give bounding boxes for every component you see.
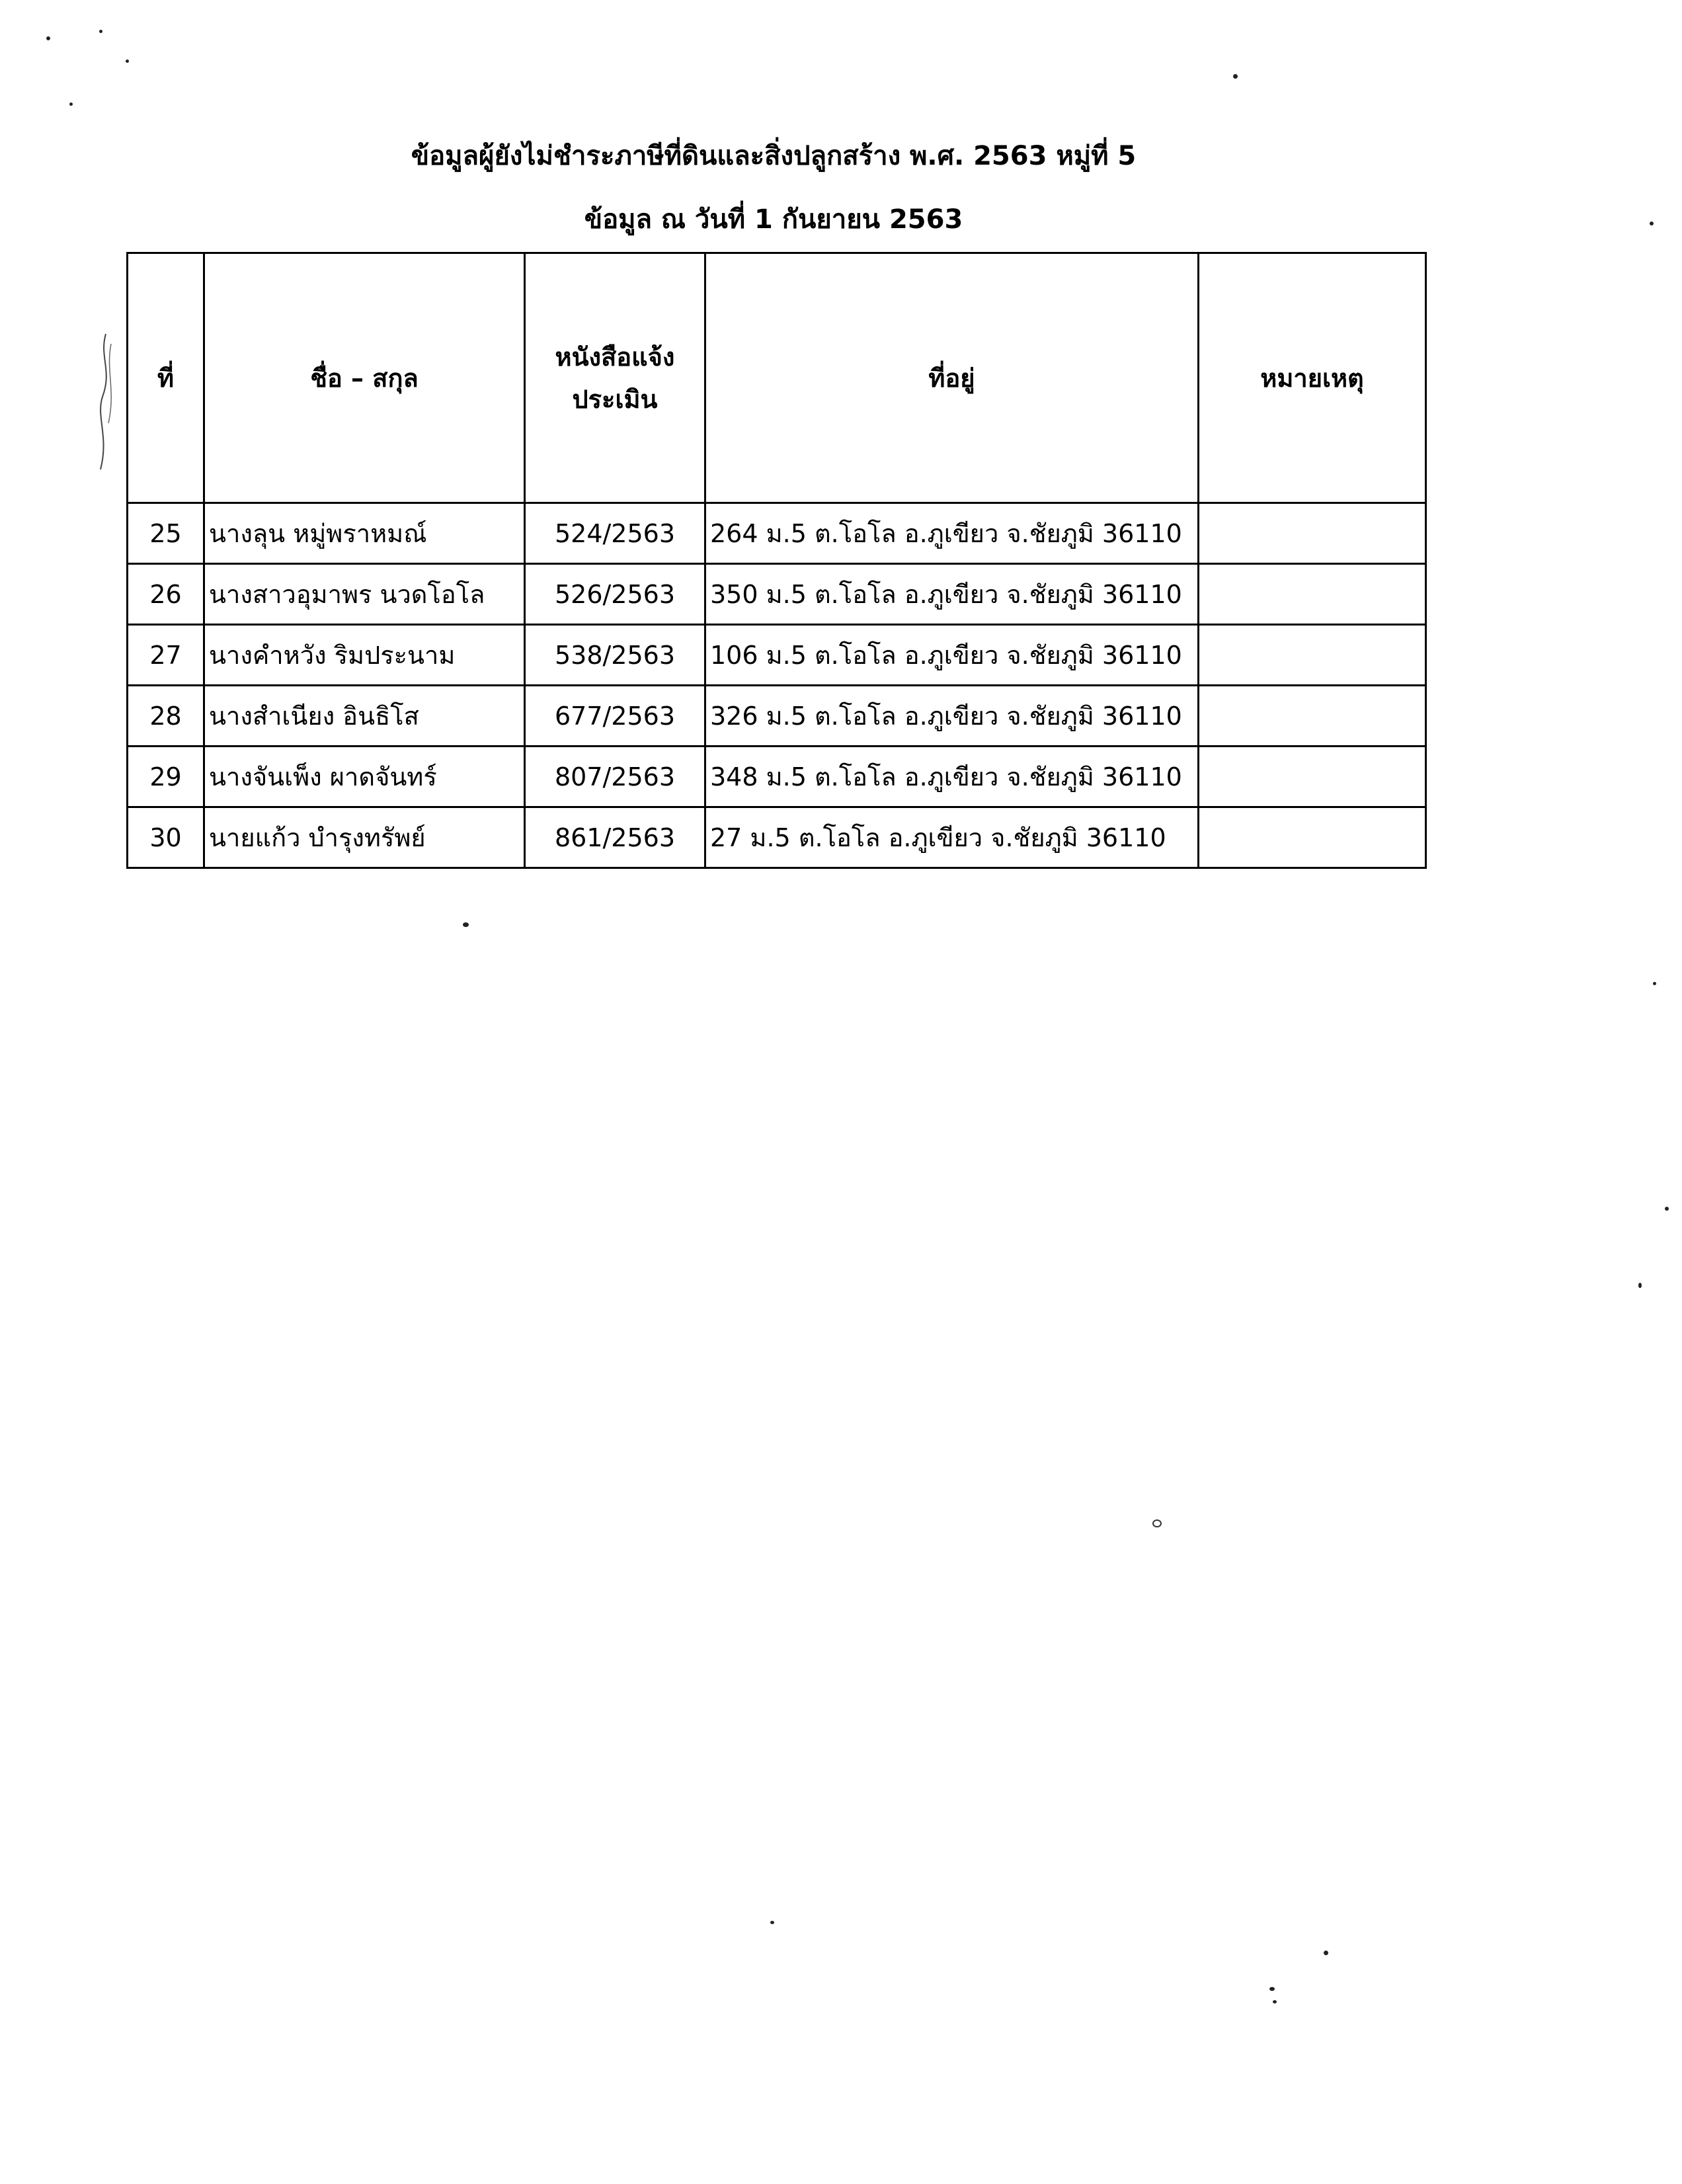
column-header-remark: หมายเหตุ [1199, 253, 1426, 503]
cell-name: นางจันเพ็ง ผาดจันทร์ [204, 747, 525, 807]
scan-speck [46, 36, 50, 40]
cell-name: นางลุน หมู่พราหมณ์ [204, 503, 525, 564]
cell-remark [1199, 686, 1426, 747]
cell-name: นายแก้ว บำรุงทรัพย์ [204, 807, 525, 868]
table-row [128, 747, 1426, 807]
column-header-name: ชื่อ – สกุล [204, 253, 525, 503]
scan-speck [1233, 74, 1238, 79]
cell-address: 326 ม.5 ต.โอโล อ.ภูเขียว จ.ชัยภูมิ 36110 [705, 686, 1199, 747]
scan-speck [1665, 1207, 1669, 1211]
cell-notice: 526/2563 [525, 564, 705, 625]
column-header-no: ที่ [128, 253, 204, 503]
cell-notice: 807/2563 [525, 747, 705, 807]
cell-no: 28 [128, 686, 204, 747]
scan-speck [1269, 1987, 1275, 1991]
scan-speck [1324, 1951, 1328, 1955]
cell-no: 29 [128, 747, 204, 807]
cell-name: นางสำเนียง อินธิโส [204, 686, 525, 747]
cell-address: 264 ม.5 ต.โอโล อ.ภูเขียว จ.ชัยภูมิ 36110 [705, 503, 1199, 564]
cell-name: นางสาวอุมาพร นวดโอโล [204, 564, 525, 625]
cell-notice: 861/2563 [525, 807, 705, 868]
cell-address: 350 ม.5 ต.โอโล อ.ภูเขียว จ.ชัยภูมิ 36110 [705, 564, 1199, 625]
table-row [128, 503, 1426, 564]
scan-speck [1650, 222, 1654, 225]
cell-notice: 524/2563 [525, 503, 705, 564]
table-row [128, 686, 1426, 747]
cell-notice: 538/2563 [525, 625, 705, 686]
cell-no: 26 [128, 564, 204, 625]
cell-remark [1199, 747, 1426, 807]
cell-no: 25 [128, 503, 204, 564]
scan-speck [69, 102, 73, 106]
table-row [128, 807, 1426, 868]
cell-address: 27 ม.5 ต.โอโล อ.ภูเขียว จ.ชัยภูมิ 36110 [705, 807, 1199, 868]
scan-speck [1273, 2000, 1277, 2003]
cell-address: 106 ม.5 ต.โอโล อ.ภูเขียว จ.ชัยภูมิ 36110 [705, 625, 1199, 686]
scan-speck [1653, 982, 1656, 985]
cell-remark [1199, 503, 1426, 564]
column-header-address: ที่อยู่ [705, 253, 1199, 503]
cell-no: 27 [128, 625, 204, 686]
table-header-row [128, 253, 1426, 503]
scan-speck [99, 30, 102, 33]
cell-remark [1199, 564, 1426, 625]
column-header-notice [525, 253, 705, 503]
unpaid-tax-table [126, 252, 1427, 869]
table-row [128, 564, 1426, 625]
cell-no: 30 [128, 807, 204, 868]
cell-notice: 677/2563 [525, 686, 705, 747]
margin-scribble [86, 331, 126, 476]
column-header-notice-line2: ประเมิน [572, 384, 658, 414]
table-row [128, 625, 1426, 686]
cell-remark [1199, 807, 1426, 868]
scan-speck [770, 1921, 774, 1924]
document-title: ข้อมูลผู้ยังไม่ชำระภาษีที่ดินและสิ่งปลูกสร้าง พ.ศ. 2563 หมู่ที่ 5 [411, 141, 1137, 171]
cell-name: นางคำหวัง ริมประนาม [204, 625, 525, 686]
scan-speck [126, 60, 129, 63]
scan-speck [463, 922, 469, 927]
cell-remark [1199, 625, 1426, 686]
column-header-notice-line1: หนังสือแจ้ง [555, 342, 675, 372]
scan-speck [1152, 1519, 1162, 1527]
document-subtitle: ข้อมูล ณ วันที่ 1 กันยายน 2563 [584, 204, 963, 235]
scan-speck [1638, 1283, 1642, 1288]
cell-address: 348 ม.5 ต.โอโล อ.ภูเขียว จ.ชัยภูมิ 36110 [705, 747, 1199, 807]
